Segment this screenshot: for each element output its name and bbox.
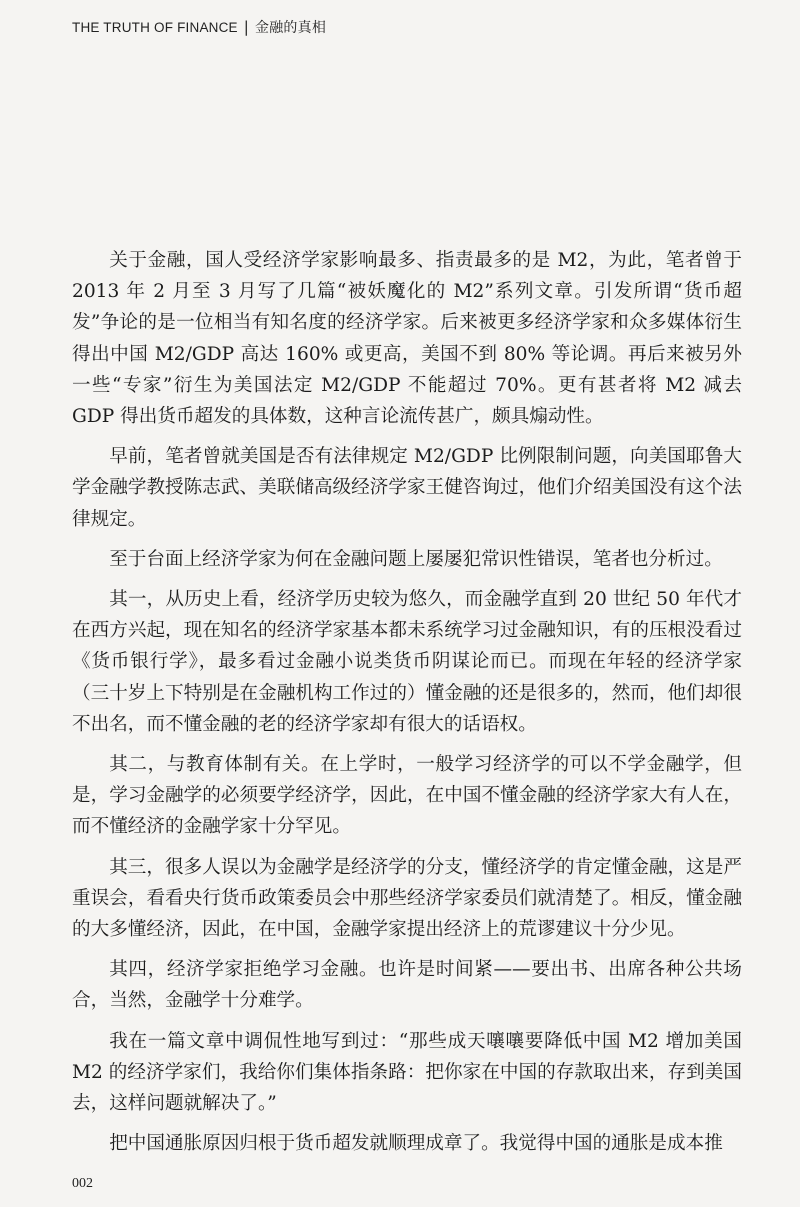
paragraph: 至于台面上经济学家为何在金融问题上屡屡犯常识性错误，笔者也分析过。 bbox=[109, 548, 723, 570]
paragraph: 其一，从历史上看，经济学历史较为悠久，而金融学直到 20 世纪 50 年代才在西方兴起，现在知名的经济学家基本都未系统学习过金融知识，有的压根没看过《货币银行学》，最多看过金融小说类货币阴谋论而已。而现在年轻的经济学家（三十岁上下特别是在金融机构工作过的）懂金融的还是很多的，然而，他们却很不出名，而不懂金融的老的经济学家却有很大的话语权。 bbox=[72, 589, 742, 735]
paragraph: 其二，与教育体制有关。在上学时，一般学习经济学的可以不学金融学，但是，学习金融学的必须要学经济学，因此，在中国不懂金融的经济学家大有人在，而不懂经济的金融学家十分罕见。 bbox=[72, 754, 742, 838]
paragraph: 其四，经济学家拒绝学习金融。也许是时间紧——要出书、出席各种公共场合，当然，金融学十分难学。 bbox=[72, 959, 742, 1012]
paragraph: 早前，笔者曾就美国是否有法律规定 M2/GDP 比例限制问题，向美国耶鲁大学金融学教授陈志武、美联储高级经济学家王健咨询过，他们介绍美国没有这个法律规定。 bbox=[72, 446, 742, 530]
book-title: 金融的真相 bbox=[255, 20, 327, 36]
body-text bbox=[72, 245, 742, 1168]
series-title: THE TRUTH OF FINANCE bbox=[72, 19, 238, 35]
running-header bbox=[72, 17, 326, 37]
paragraph: 其三，很多人误以为金融学是经济学的分支，懂经济学的肯定懂金融，这是严重误会，看看央行货币政策委员会中那些经济学家委员们就清楚了。相反，懂金融的大多懂经济，因此，在中国，金融学家提出经济上的荒谬建议十分少见。 bbox=[72, 856, 742, 941]
paragraph: 我在一篇文章中调侃性地写到过：“那些成天嚷嚷要降低中国 M2 增加美国 M2 的经济学家们，我给你们集体指条路：把你家在中国的存款取出来，存到美国去，这样问题就解决了。” bbox=[72, 1030, 742, 1115]
paragraph: 把中国通胀原因归根于货币超发就顺理成章了。我觉得中国的通胀是成本推 bbox=[109, 1133, 723, 1155]
paragraph: 关于金融，国人受经济学家影响最多、指责最多的是 M2，为此，笔者曾于 2013 年 2 月至 3 月写了几篇“被妖魔化的 M2”系列文章。引发所谓“货币超发”争论的是一位相当有知名度的经济学家。后来被更多经济学家和众多媒体衍生得出中国 M2/GDP 高达 160% 或更高，美国不到 80% 等论调。再后来被另外一些“专家”衍生为美国法定 M2/GDP 不能超过 70%。更有甚者将 M2 减去 GDP 得出货币超发的具体数，这种言论流传甚广，颇具煽动性。 bbox=[72, 250, 742, 428]
header-separator: | bbox=[243, 18, 250, 36]
page-number: 002 bbox=[72, 1176, 93, 1191]
